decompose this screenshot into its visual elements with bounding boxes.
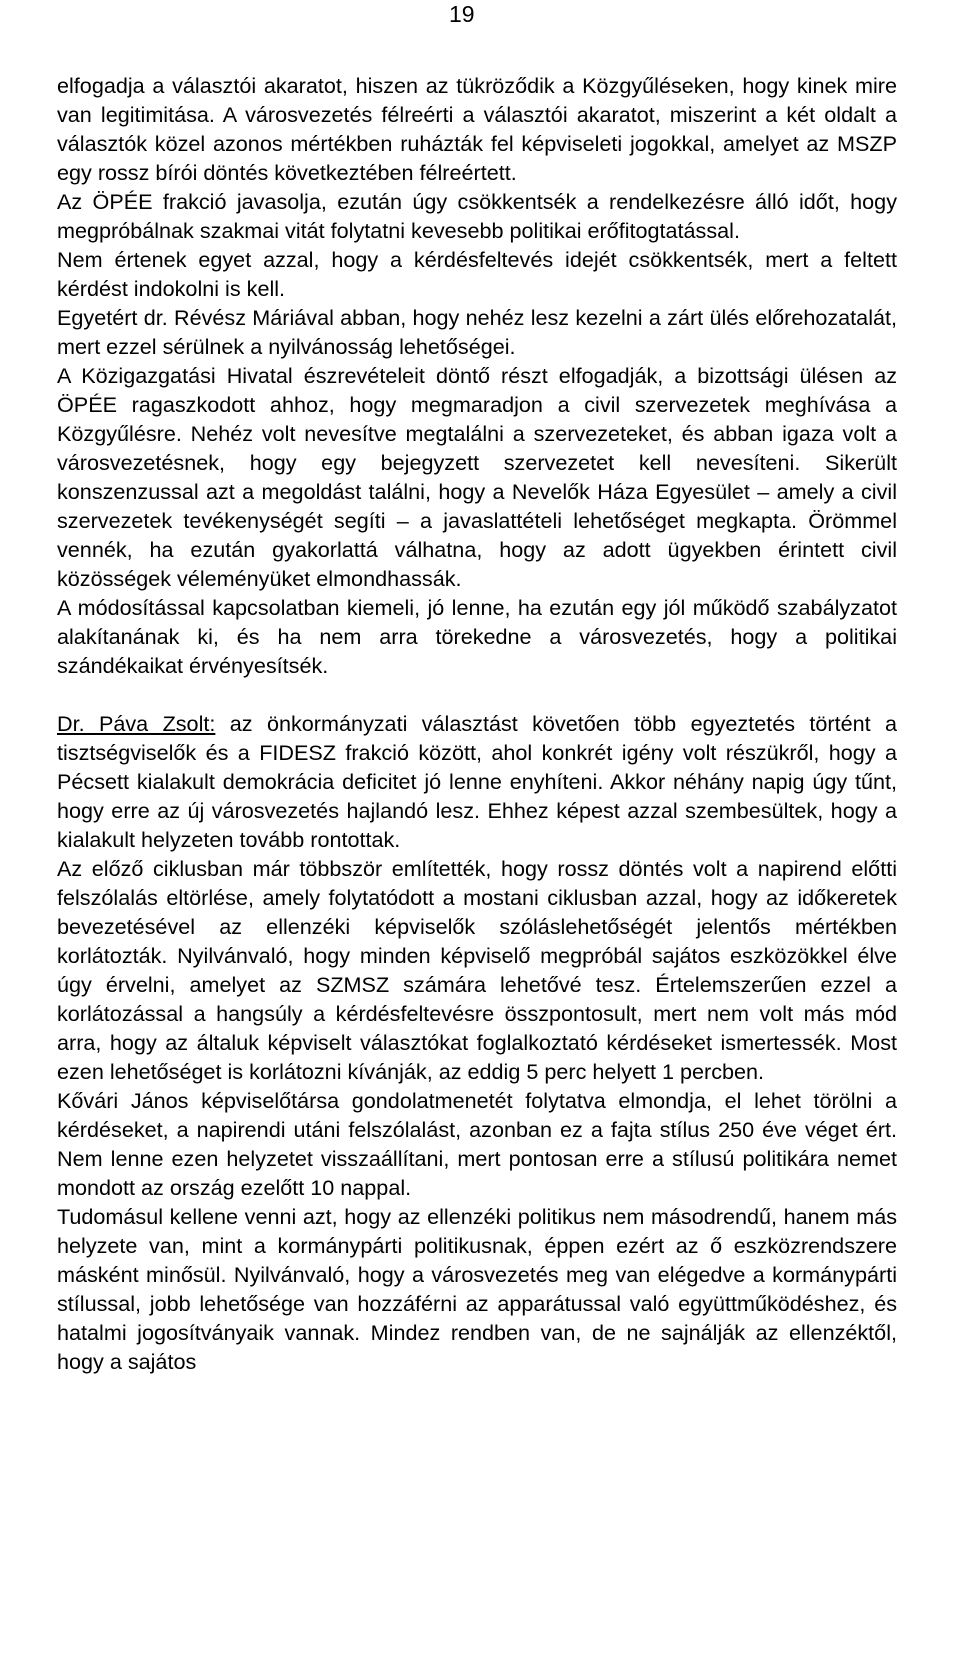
speech-paragraph — [57, 709, 897, 854]
paragraph: Tudomásul kellene venni azt, hogy az ellenzéki politikus nem másodrendű, hanem más helyzete van, mint a kormánypárti politikusnak, éppen ezért az ő eszközrendszere másként minősül. Nyilvánvaló, hogy a városvezetés meg van elégedve a kormánypárti stílussal, jobb lehetősége van hozzáférni az apparátussal való együttműködéshez, és hatalmi jogosítványaik vannak. Mindez rendben van, de ne sajnálják az ellenzéktől, hogy a sajátos — [57, 1204, 897, 1374]
paragraph: A módosítással kapcsolatban kiemeli, jó lenne, ha ezután egy jól működő szabályzatot alakítanának ki, és ha nem arra törekedne a városvezetés, hogy a politikai szándékaikat érvényesítsék. — [57, 595, 897, 678]
paragraph: Az előző ciklusban már többször említették, hogy rossz döntés volt a napirend előtti felszólalás eltörlése, amely folytatódott a mostani ciklusban azzal, hogy az időkeretek bevezetésével az ellenzéki képviselők szóláslehetőségét jelentős mértékben korlátozták. Nyilvánvaló, hogy minden képviselő megpróbál sajátos eszközökkel élve úgy érvelni, amelyet az SZMSZ számára lehetővé tesz. Értelemszerűen ezzel a korlátozással a hangsúly a kérdésfeltevésre összpontosult, mert nem volt más mód arra, hogy az általuk képviselt választókat foglalkoztató kérdéseket ismertessék. Most ezen lehetőséget is korlátozni kívánják, az eddig 5 perc helyett 1 percben. — [57, 856, 897, 1084]
speech-text: az önkormányzati választást követően több egyeztetés történt a tisztségviselők és a FIDESZ frakció között, ahol konkrét igény volt részükről, hogy a Pécsett kialakult demokrácia deficitet jó lenne enyhíteni. Akkor néhány napig úgy tűnt, hogy erre az új városvezetés hajlandó lesz. Ehhez képest azzal szembesültek, hogy a kialakult helyzeten tovább rontottak. — [57, 711, 897, 852]
speaker-name: Dr. Páva Zsolt: — [57, 711, 216, 736]
page-number: 19 — [449, 1, 475, 27]
paragraph: Nem értenek egyet azzal, hogy a kérdésfeltevés idejét csökkentsék, mert a feltett kérdést indokolni is kell. — [57, 247, 897, 301]
paragraph: Egyetért dr. Révész Máriával abban, hogy nehéz lesz kezelni a zárt ülés előrehozatalát, mert ezzel sérülnek a nyilvánosság lehetőségei. — [57, 305, 897, 359]
paragraph: elfogadja a választói akaratot, hiszen az tükröződik a Közgyűléseken, hogy kinek mire van legitimitása. A városvezetés félreérti a választói akaratot, miszerint a két oldalt a választók közel azonos mértékben ruházták fel képviseleti jogokkal, amelyet az MSZP egy rossz bírói döntés következtében félreértett. — [57, 73, 897, 185]
paragraph: A Közigazgatási Hivatal észrevételeit döntő részt elfogadják, a bizottsági ülésen az ÖPÉE ragaszkodott ahhoz, hogy megmaradjon a civil szervezetek meghívása a Közgyűlésre. Nehéz volt nevesítve megtalálni a szervezeteket, és abban igaza volt a városvezetésnek, hogy egy bejegyzett szervezetet kell nevesíteni. Sikerült konszenzussal azt a megoldást találni, hogy a Nevelők Háza Egyesület – amely a civil szervezetek tevékenységét segíti – a javaslattételi lehetőséget megkapta. Örömmel vennék, ha ezután gyakorlattá válhatna, hogy az adott ügyekben érintett civil közösségek véleményüket elmondhassák. — [57, 363, 897, 591]
document-body — [57, 71, 897, 1376]
paragraph: Az ÖPÉE frakció javasolja, ezután úgy csökkentsék a rendelkezésre álló időt, hogy megpróbálnak szakmai vitát folytatni kevesebb politikai erőfitogtatással. — [57, 189, 897, 243]
paragraph: Kővári János képviselőtársa gondolatmenetét folytatva elmondja, el lehet törölni a kérdéseket, a napirendi utáni felszólalást, azonban ez a fajta stílus 250 éve véget ért. Nem lenne ezen helyzetet visszaállítani, mert pontosan erre a stílusú politikára nemet mondott az ország ezelőtt 10 nappal. — [57, 1088, 897, 1200]
paragraph-spacer — [57, 680, 897, 709]
